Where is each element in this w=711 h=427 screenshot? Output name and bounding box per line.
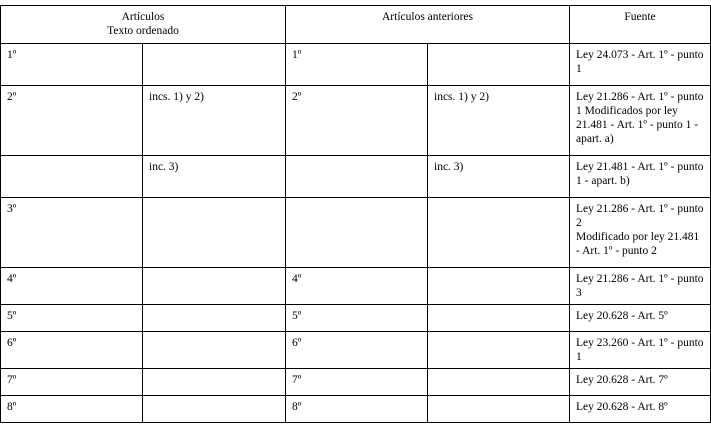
- prev-inc-cell: [428, 268, 570, 305]
- table-row: [1, 396, 711, 423]
- inc-cell: [143, 44, 286, 86]
- source-cell: Ley 21.286 - Art. 1º - punto 1 Modificados por ley 21.481 - Art. 1º - punto 1 - apart. a): [570, 86, 711, 156]
- prev-art-cell: 8º: [286, 396, 428, 423]
- header-fuente: Fuente: [570, 6, 711, 44]
- inc-cell: [143, 198, 286, 268]
- inc-cell: inc. 3): [143, 156, 286, 198]
- inc-cell: [143, 305, 286, 332]
- concordance-table: [0, 5, 711, 423]
- inc-cell: incs. 1) y 2): [143, 86, 286, 156]
- prev-inc-cell: [428, 198, 570, 268]
- art-cell: 3º: [1, 198, 143, 268]
- table-row: [1, 44, 711, 86]
- table-row: [1, 198, 711, 268]
- inc-cell: [143, 332, 286, 369]
- source-cell: Ley 24.073 - Art. 1º - punto 1: [570, 44, 711, 86]
- source-cell: Ley 20.628 - Art. 7º: [570, 369, 711, 396]
- source-cell: [570, 198, 711, 268]
- prev-inc-cell: incs. 1) y 2): [428, 86, 570, 156]
- art-cell: 7º: [1, 369, 143, 396]
- prev-art-cell: 4º: [286, 268, 428, 305]
- prev-inc-cell: [428, 369, 570, 396]
- prev-art-cell: 1º: [286, 44, 428, 86]
- source-cell: Ley 20.628 - Art. 8º: [570, 396, 711, 423]
- art-cell: 5º: [1, 305, 143, 332]
- art-cell: 4º: [1, 268, 143, 305]
- source-cell: Ley 21.286 - Art. 1º - punto 3: [570, 268, 711, 305]
- prev-inc-cell: [428, 44, 570, 86]
- prev-art-cell: 5º: [286, 305, 428, 332]
- prev-inc-cell: inc. 3): [428, 156, 570, 198]
- table-row: [1, 305, 711, 332]
- source-text: Ley 21.286 - Art. 1º - punto 2: [576, 203, 704, 229]
- table-row: [1, 268, 711, 305]
- table-row: [1, 332, 711, 369]
- prev-inc-cell: [428, 305, 570, 332]
- header-row: [1, 6, 711, 44]
- art-cell: [1, 156, 143, 198]
- art-cell: 2º: [1, 86, 143, 156]
- art-cell: 8º: [1, 396, 143, 423]
- source-cell: Ley 20.628 - Art. 5º: [570, 305, 711, 332]
- art-cell: 1º: [1, 44, 143, 86]
- table-row: [1, 86, 711, 156]
- header-texto-ordenado-label: Texto ordenado: [107, 25, 179, 37]
- header-articulos-label: Artículos: [121, 11, 165, 23]
- table-row: [1, 156, 711, 198]
- source-cell: Ley 21.481 - Art. 1º - punto 1 - apart. b): [570, 156, 711, 198]
- inc-cell: [143, 396, 286, 423]
- header-articulos-anteriores: Artículos anteriores: [286, 6, 570, 44]
- inc-cell: [143, 268, 286, 305]
- source-cell: Ley 23.260 - Art. 1º - punto 1: [570, 332, 711, 369]
- source-modification-text: Modificado por ley 21.481 - Art. 1º - punto 2: [576, 231, 700, 257]
- prev-art-cell: [286, 198, 428, 268]
- prev-inc-cell: [428, 396, 570, 423]
- prev-inc-cell: [428, 332, 570, 369]
- inc-cell: [143, 369, 286, 396]
- prev-art-cell: [286, 156, 428, 198]
- art-cell: 6º: [1, 332, 143, 369]
- prev-art-cell: 2º: [286, 86, 428, 156]
- prev-art-cell: 7º: [286, 369, 428, 396]
- prev-art-cell: 6º: [286, 332, 428, 369]
- header-articulos-texto-ordenado: [1, 6, 286, 44]
- table-row: [1, 369, 711, 396]
